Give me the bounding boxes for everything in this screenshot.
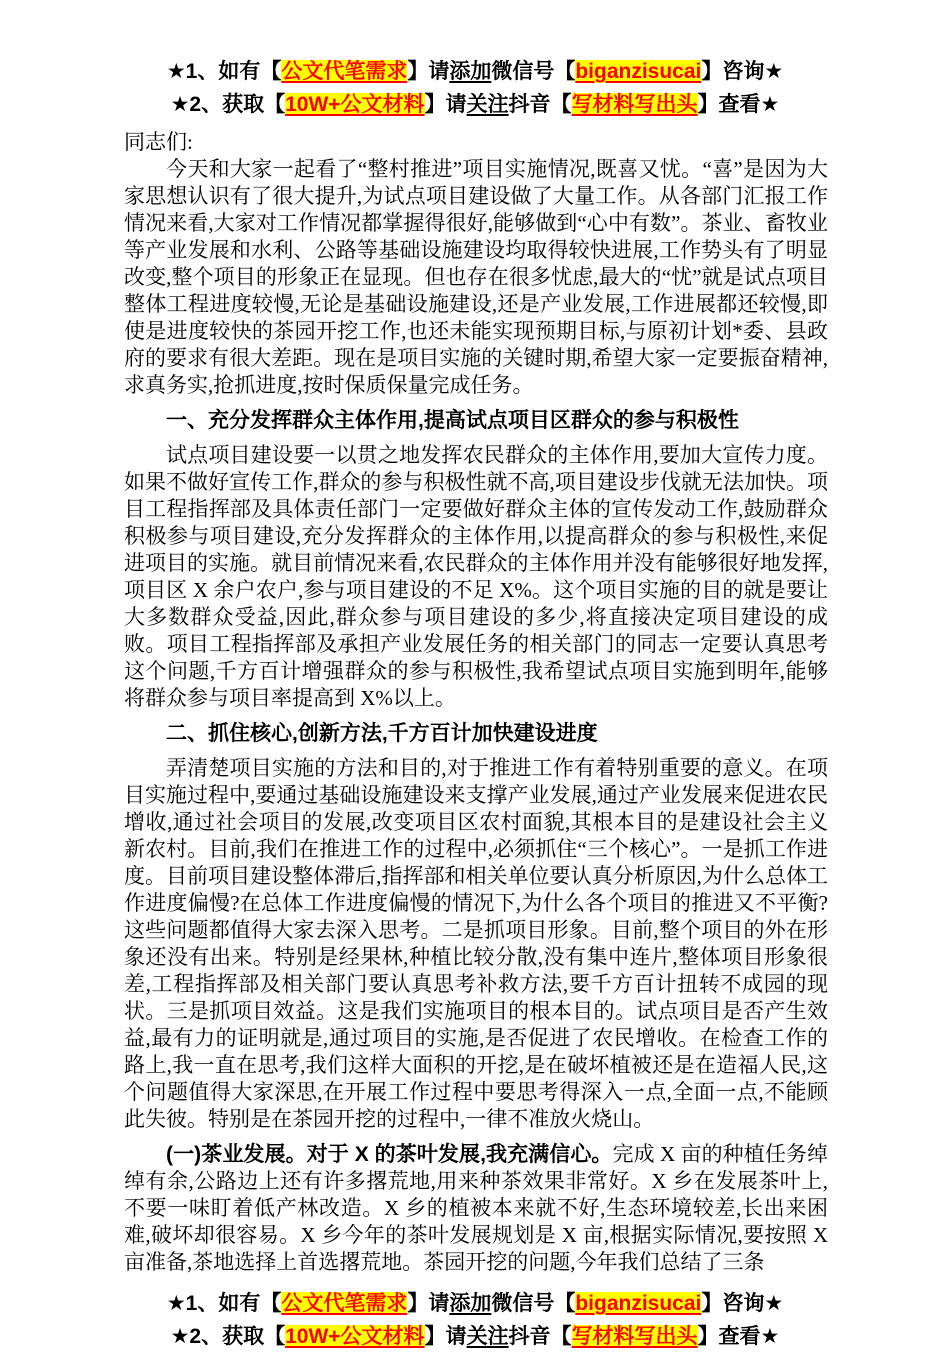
promo-prefix: ★1、如有【 bbox=[166, 1292, 282, 1315]
add-action-underline: 添加 bbox=[449, 1292, 492, 1315]
subsection-lead-bold: (一)茶业发展。对于 X 的茶叶发展,我充满信心。 bbox=[166, 1143, 613, 1166]
doc-writing-service-highlight: 公文代笔需求 bbox=[281, 1292, 408, 1315]
paragraph-subsection-tea bbox=[124, 1141, 828, 1276]
douyin-label: 抖音【 bbox=[508, 1325, 572, 1348]
add-action-underline: 添加 bbox=[449, 60, 492, 83]
promo-suffix: 】查看★ bbox=[697, 93, 780, 116]
douyin-account-highlight: 写材料写出头 bbox=[571, 93, 698, 116]
promo-mid: 】请 bbox=[407, 1292, 450, 1315]
promo-prefix: ★2、获取【 bbox=[170, 1325, 286, 1348]
wechat-label: 微信号【 bbox=[491, 1292, 576, 1315]
follow-action-underline: 关注 bbox=[466, 93, 509, 116]
promo-mid: 】请 bbox=[424, 1325, 467, 1348]
salutation: 同志们: bbox=[124, 130, 193, 154]
promo-mid: 】请 bbox=[424, 93, 467, 116]
promo-footer bbox=[0, 1287, 950, 1353]
promo-header bbox=[0, 0, 950, 121]
section-heading-2: 二、抓住核心,创新方法,千方百计加快建设进度 bbox=[166, 722, 598, 745]
subsection-body-text: 完成 X 亩的种植任务绰绰有余,公路边上还有许多撂荒地,用来种茶效果非常好。X 乡在发展茶叶上,不要一味盯着低产林改造。X 乡的植被本来就不好,生态环境较差,长出来困难,破坏却很容易。X 乡今年的茶叶发展规划是 X 亩,根据实际情况,要按照 X 亩准备,茶地选择上首选撂荒地。茶园开挖的问题,今年我们总结了三条 bbox=[124, 1142, 828, 1274]
material-pack-highlight: 10W+公文材料 bbox=[285, 1325, 425, 1348]
promo-prefix: ★2、获取【 bbox=[170, 93, 286, 116]
promo-footer-line2 bbox=[0, 1320, 950, 1353]
paragraph-section-2: 弄清楚项目实施的方法和目的,对于推进工作有着特别重要的意义。在项目实施过程中,要通过基础设施建设来支撑产业发展,通过产业发展来促进农民增收,通过社会项目的发展,改变项目区农村面貌,其根本目的是建设社会主义新农村。目前,我们在推进工作的过程中,必须抓住“三个核心”。一是抓工作进度。目前项目建设整体滞后,指挥部和相关单位要认真分析原因,为什么总体工作进度偏慢?在总体工作进度偏慢的情况下,为什么各个项目的推进又不平衡?这些问题都值得大家去深入思考。二是抓项目形象。目前,整个项目的外在形象还没有出来。特别是经果林,种植比较分散,没有集中连片,整体项目形象很差,工程指挥部及相关部门要认真思考补救方法,要千方百计扭转不成园的现状。三是抓项目效益。这是我们实施项目的根本目的。试点项目是否产生效益,最有力的证明就是,通过项目的实施,是否促进了农民增收。在检查工作的路上,我一直在思考,我们这样大面积的开挖,是在破坏植被还是在造福人民,这个问题值得大家深思,在开展工作过程中要思考得深入一点,全面一点,不能顾此失彼。特别是在茶园开挖的过程中,一律不准放火烧山。 bbox=[124, 756, 828, 1131]
wechat-id-highlight: biganzisucai bbox=[575, 1292, 702, 1315]
wechat-label: 微信号【 bbox=[491, 60, 576, 83]
promo-header-line2 bbox=[0, 88, 950, 121]
material-pack-highlight: 10W+公文材料 bbox=[285, 93, 425, 116]
promo-mid: 】请 bbox=[407, 60, 450, 83]
promo-prefix: ★1、如有【 bbox=[166, 60, 282, 83]
promo-suffix: 】咨询★ bbox=[701, 60, 784, 83]
douyin-label: 抖音【 bbox=[508, 93, 572, 116]
paragraph-section-1: 试点项目建设要一以贯之地发挥农民群众的主体作用,要加大宣传力度。如果不做好宣传工作,群众的参与积极性就不高,项目建设步伐就无法加快。项目工程指挥部及具体责任部门一定要做好群众主体的宣传发动工作,鼓励群众积极参与项目建设,充分发挥群众的主体作用,以提高群众的参与积极性,来促进项目的实施。就目前情况来看,农民群众的主体作用并没有能够很好地发挥,项目区 X 余户农户,参与项目建设的不足 X%。这个项目实施的目的就是要让大多数群众受益,因此,群众参与项目建设的多少,将直接决定项目建设的成败。项目工程指挥部及承担产业发展任务的相关部门的同志一定要认真思考这个问题,千方百计增强群众的参与积极性,我希望试点项目实施到明年,能够将群众参与项目率提高到 X%以上。 bbox=[124, 443, 828, 710]
promo-suffix: 】咨询★ bbox=[701, 1292, 784, 1315]
doc-writing-service-highlight: 公文代笔需求 bbox=[281, 60, 408, 83]
douyin-account-highlight: 写材料写出头 bbox=[571, 1325, 698, 1348]
wechat-id-highlight: biganzisucai bbox=[575, 60, 702, 83]
section-heading-1: 一、充分发挥群众主体作用,提高试点项目区群众的参与积极性 bbox=[166, 409, 739, 432]
paragraph-intro: 今天和大家一起看了“整村推进”项目实施情况,既喜又忧。“喜”是因为大家思想认识有了很大提升,为试点项目建设做了大量工作。从各部门汇报工作情况来看,大家对工作情况都掌握得很好,能够做到“心中有数”。茶业、畜牧业等产业发展和水利、公路等基础设施建设均取得较快进展,工作势头有了明显改变,整个项目的形象正在显现。但也存在很多忧虑,最大的“忧”就是试点项目整体工程进度较慢,无论是基础设施建设,还是产业发展,工作进展都还较慢,即使是进度较快的茶园开挖工作,也还未能实现预期目标,与原初计划*委、县政府的要求有很大差距。现在是项目实施的关键时期,希望大家一定要振奋精神,求真务实,抢抓进度,按时保质保量完成任务。 bbox=[124, 157, 828, 397]
follow-action-underline: 关注 bbox=[466, 1325, 509, 1348]
document-body bbox=[0, 121, 950, 1276]
promo-header-line1 bbox=[0, 55, 950, 88]
promo-footer-line1 bbox=[0, 1287, 950, 1320]
promo-suffix: 】查看★ bbox=[697, 1325, 780, 1348]
